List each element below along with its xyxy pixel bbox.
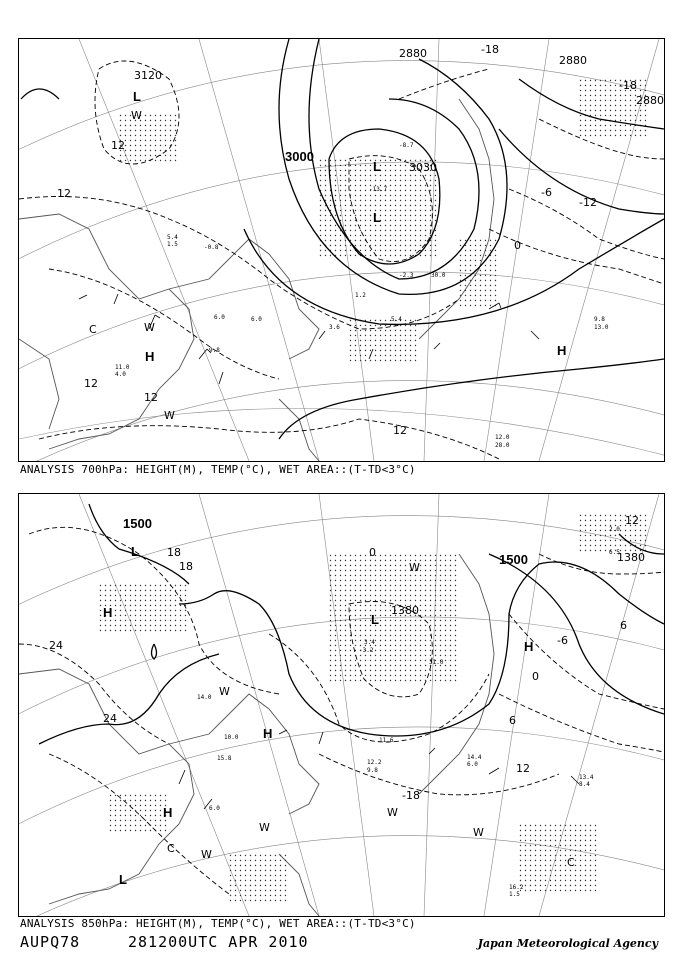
warm-marker: W: [387, 806, 398, 819]
station-value: 1.5: [167, 241, 178, 248]
isotherms: [19, 61, 664, 459]
cold-center: C: [567, 856, 575, 869]
warm-marker: W: [144, 321, 155, 334]
station-value: 14.4: [467, 754, 482, 761]
height-label-1380-a: 1380: [617, 551, 645, 564]
station-value: 6.0: [209, 805, 220, 812]
temp-label-neg6: -6: [541, 186, 552, 199]
height-label-1380-b: 1380: [391, 604, 419, 617]
station-value: 8.4: [579, 781, 590, 788]
wet-area: [119, 79, 649, 364]
station-value: 1.2: [355, 292, 366, 299]
high-center: H: [263, 726, 273, 741]
high-center: H: [524, 639, 534, 654]
cold-center: C: [89, 323, 97, 336]
station-value: 5.4: [391, 316, 402, 323]
temp-label-12-e: 12: [393, 424, 407, 437]
station-value: 9.8: [209, 347, 220, 354]
station-value: -3.2: [359, 647, 374, 654]
height-label-2880-b: 2880: [559, 54, 587, 67]
station-value: 13.0: [594, 324, 609, 331]
agency-name: Japan Meteorological Agency: [477, 937, 658, 950]
station-value: 16.2: [509, 884, 524, 891]
low-center: L: [133, 89, 141, 104]
warm-marker: W: [201, 848, 212, 861]
height-label-2880-a: 2880: [399, 47, 427, 60]
high-center: H: [103, 605, 113, 620]
high-center: H: [163, 805, 173, 820]
low-center: L: [373, 159, 381, 174]
high-center: H: [145, 349, 155, 364]
temp-label-18-b: 18: [179, 560, 193, 573]
low-center: L: [119, 872, 127, 887]
station-value: 11.6: [379, 737, 394, 744]
warm-marker: W: [473, 826, 484, 839]
coastline: [19, 99, 494, 461]
station-value: 12.0: [495, 434, 510, 441]
warm-marker: W: [164, 409, 175, 422]
temp-label-12-d: 12: [144, 391, 158, 404]
chart-850hpa-map: [19, 494, 664, 916]
station-value: 13.4: [579, 774, 594, 781]
station-value: 5.4: [167, 234, 178, 241]
temp-label-0: 0: [514, 239, 521, 252]
station-value: 3.6: [329, 324, 340, 331]
caption-700hpa: ANALYSIS 700hPa: HEIGHT(M), TEMP(°C), WET AREA::(T-TD<3°C): [20, 463, 416, 476]
station-value: 9.8: [594, 316, 605, 323]
caption-850hpa: ANALYSIS 850hPa: HEIGHT(M), TEMP(°C), WET AREA::(T-TD<3°C): [20, 917, 416, 930]
low-center: L: [373, 210, 381, 225]
station-value: 11.0: [115, 364, 130, 371]
station-value: -0.8: [204, 244, 219, 251]
temp-label-24-b: 24: [103, 712, 117, 725]
height-label-3120: 3120: [134, 69, 162, 82]
station-value: -13.7: [369, 186, 388, 193]
height-label-2880-c: 2880: [636, 94, 664, 107]
temp-label-neg12: -12: [579, 196, 597, 209]
height-label-1500-a: 1500: [123, 516, 152, 531]
temp-label-neg18: -18: [402, 789, 420, 802]
height-label-3030: 3030: [409, 161, 437, 174]
temp-label-12-b: 12: [57, 187, 71, 200]
temp-label-12-b: 12: [516, 762, 530, 775]
station-value: -8.7: [399, 142, 414, 149]
temp-label-6-b: 6: [509, 714, 516, 727]
chart-code: AUPQ78: [20, 933, 81, 951]
temp-label-neg6: -6: [557, 634, 568, 647]
chart-valid-time: 281200UTC APR 2010: [128, 933, 309, 951]
temp-label-0-b: 0: [532, 670, 539, 683]
temp-label-12-c: 12: [84, 377, 98, 390]
station-value: 31.0: [429, 659, 444, 666]
chart-700hpa-map: [19, 39, 664, 461]
station-value: -2.3: [399, 272, 414, 279]
chart-700hpa-panel: [18, 38, 665, 462]
station-value: 4.0: [115, 371, 126, 378]
station-value: 3.4: [364, 639, 375, 646]
station-value: 15.8: [217, 755, 232, 762]
temp-label-neg18-b: -18: [619, 79, 637, 92]
station-value: 2.0: [609, 526, 620, 533]
temp-label-24-a: 24: [49, 639, 63, 652]
station-value: 6.0: [214, 314, 225, 321]
station-value: 10.0: [224, 734, 239, 741]
chart-850hpa-panel: [18, 493, 665, 917]
low-center: L: [371, 612, 379, 627]
temp-label-neg18-a: -18: [481, 43, 499, 56]
height-label-3000: 3000: [285, 149, 314, 164]
station-value: 28.0: [495, 442, 510, 449]
warm-marker: W: [259, 821, 270, 834]
warm-marker: W: [131, 109, 142, 122]
height-label-1500-b: 1500: [499, 552, 528, 567]
warm-marker: W: [409, 561, 420, 574]
temp-label-0-a: 0: [369, 546, 376, 559]
temp-label-12-a: 12: [625, 514, 639, 527]
station-value: 30.0: [431, 272, 446, 279]
cold-center: C: [167, 842, 175, 855]
high-center: H: [557, 343, 567, 358]
station-value: 6.0: [251, 316, 262, 323]
station-value: 14.0: [197, 694, 212, 701]
temp-label-6-a: 6: [620, 619, 627, 632]
temp-label-12-a: 12: [111, 139, 125, 152]
low-center: L: [131, 544, 139, 559]
warm-marker: W: [219, 685, 230, 698]
station-value: 9.8: [367, 767, 378, 774]
station-value: 12.2: [367, 759, 382, 766]
temp-label-18-a: 18: [167, 546, 181, 559]
station-value: 1.5: [509, 891, 520, 898]
station-value: 6.0: [467, 761, 478, 768]
station-value: 6.5: [609, 549, 620, 556]
